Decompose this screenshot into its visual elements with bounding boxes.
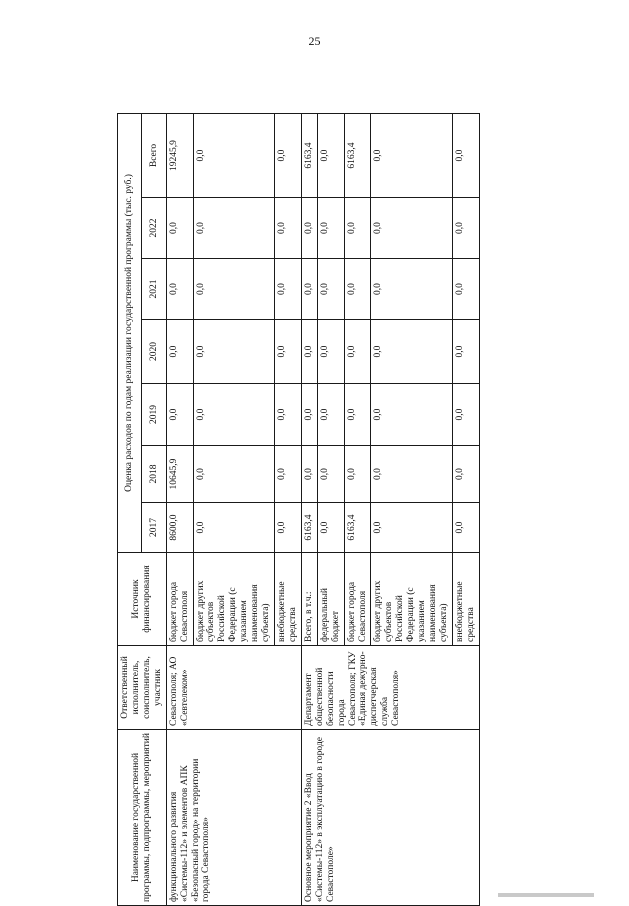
- source-cell: бюджет города Севастополя: [166, 553, 193, 646]
- value-cell: 0,0: [193, 198, 274, 259]
- value-cell: 0,0: [274, 113, 301, 197]
- value-cell: 10645,9: [166, 446, 193, 503]
- value-cell: 0,0: [317, 320, 344, 384]
- table-row: [301, 113, 317, 905]
- value-cell: 0,0: [452, 503, 479, 553]
- header-year: 2020: [142, 320, 166, 384]
- value-cell: 0,0: [193, 503, 274, 553]
- value-cell: 0,0: [344, 320, 371, 384]
- value-cell: 0,0: [274, 320, 301, 384]
- header-name: Наименование государственной программы, подпрограммы, мероприятий: [118, 730, 167, 906]
- value-cell: 19245,9: [166, 113, 193, 197]
- value-cell: 0,0: [166, 384, 193, 446]
- value-cell: 6163,4: [301, 503, 317, 553]
- value-cell: 6163,4: [344, 503, 371, 553]
- header-year: 2018: [142, 446, 166, 503]
- source-cell: внебюджетные средства: [452, 553, 479, 646]
- value-cell: 0,0: [301, 198, 317, 259]
- scan-edge-mark: [498, 893, 594, 897]
- table-row: [166, 113, 193, 905]
- value-cell: 0,0: [193, 320, 274, 384]
- value-cell: 0,0: [452, 320, 479, 384]
- source-cell: бюджет города Севастополя: [344, 553, 371, 646]
- value-cell: 0,0: [274, 446, 301, 503]
- value-cell: 0,0: [301, 384, 317, 446]
- value-cell: 0,0: [166, 259, 193, 320]
- value-cell: 0,0: [274, 503, 301, 553]
- value-cell: 0,0: [371, 320, 452, 384]
- header-year: 2017: [142, 503, 166, 553]
- header-year: 2019: [142, 384, 166, 446]
- value-cell: 0,0: [193, 384, 274, 446]
- value-cell: 0,0: [371, 384, 452, 446]
- value-cell: 6163,4: [344, 113, 371, 197]
- value-cell: 0,0: [371, 446, 452, 503]
- value-cell: 0,0: [193, 259, 274, 320]
- header-year: 2022: [142, 198, 166, 259]
- value-cell: 0,0: [317, 113, 344, 197]
- value-cell: 0,0: [193, 446, 274, 503]
- rotated-table-area: [117, 56, 617, 906]
- value-cell: 0,0: [274, 384, 301, 446]
- value-cell: 0,0: [317, 198, 344, 259]
- source-cell: бюджет других субъектов Российской Федерации (с указанием наименования субъекта): [371, 553, 452, 646]
- header-estimate: Оценка расходов по годам реализации государственной программы (тыс. руб.): [118, 113, 142, 552]
- value-cell: 0,0: [344, 446, 371, 503]
- source-cell: бюджет других субъектов Российской Федерации (с указанием наименования субъекта): [193, 553, 274, 646]
- value-cell: 0,0: [317, 259, 344, 320]
- value-cell: 0,0: [166, 198, 193, 259]
- header-year: Всего: [142, 113, 166, 197]
- value-cell: 0,0: [344, 384, 371, 446]
- value-cell: 0,0: [371, 503, 452, 553]
- value-cell: 8600,0: [166, 503, 193, 553]
- value-cell: 0,0: [452, 113, 479, 197]
- value-cell: 0,0: [166, 320, 193, 384]
- header-source: Источник финансирования: [118, 553, 167, 646]
- value-cell: 0,0: [344, 259, 371, 320]
- value-cell: 0,0: [193, 113, 274, 197]
- header-year: 2021: [142, 259, 166, 320]
- program-name-cell: функционального развития «Системы-112» и элементов АПК «Безопасный город» на территории города Севастополя»: [166, 730, 301, 906]
- value-cell: 0,0: [344, 198, 371, 259]
- program-name-cell: Основное мероприятие 2 «Ввод «Системы-112» в эксплуатацию в городе Севастополе»: [301, 730, 479, 906]
- executor-cell: Севастополя; АО «Севтелеком»: [166, 646, 301, 730]
- value-cell: 0,0: [452, 198, 479, 259]
- value-cell: 0,0: [371, 259, 452, 320]
- source-cell: федеральный бюджет: [317, 553, 344, 646]
- value-cell: 0,0: [452, 446, 479, 503]
- source-cell: внебюджетные средства: [274, 553, 301, 646]
- financing-table: [117, 113, 480, 906]
- value-cell: 0,0: [317, 384, 344, 446]
- value-cell: 0,0: [452, 259, 479, 320]
- value-cell: 0,0: [371, 198, 452, 259]
- value-cell: 0,0: [317, 503, 344, 553]
- source-cell: Всего, в т.ч.:: [301, 553, 317, 646]
- value-cell: 0,0: [301, 320, 317, 384]
- value-cell: 0,0: [317, 446, 344, 503]
- value-cell: 6163,4: [301, 113, 317, 197]
- value-cell: 0,0: [301, 259, 317, 320]
- value-cell: 0,0: [371, 113, 452, 197]
- value-cell: 0,0: [274, 198, 301, 259]
- value-cell: 0,0: [274, 259, 301, 320]
- page-number: 25: [308, 34, 321, 48]
- value-cell: 0,0: [452, 384, 479, 446]
- value-cell: 0,0: [301, 446, 317, 503]
- table-container: [117, 56, 617, 906]
- executor-cell: Департамент общественной безопасности города Севастополя; ГКУ «Единая дежурно-диспетчерская служба Севастополя»: [301, 646, 479, 730]
- header-executor: Ответственный исполнитель, соисполнитель, участник: [118, 646, 167, 730]
